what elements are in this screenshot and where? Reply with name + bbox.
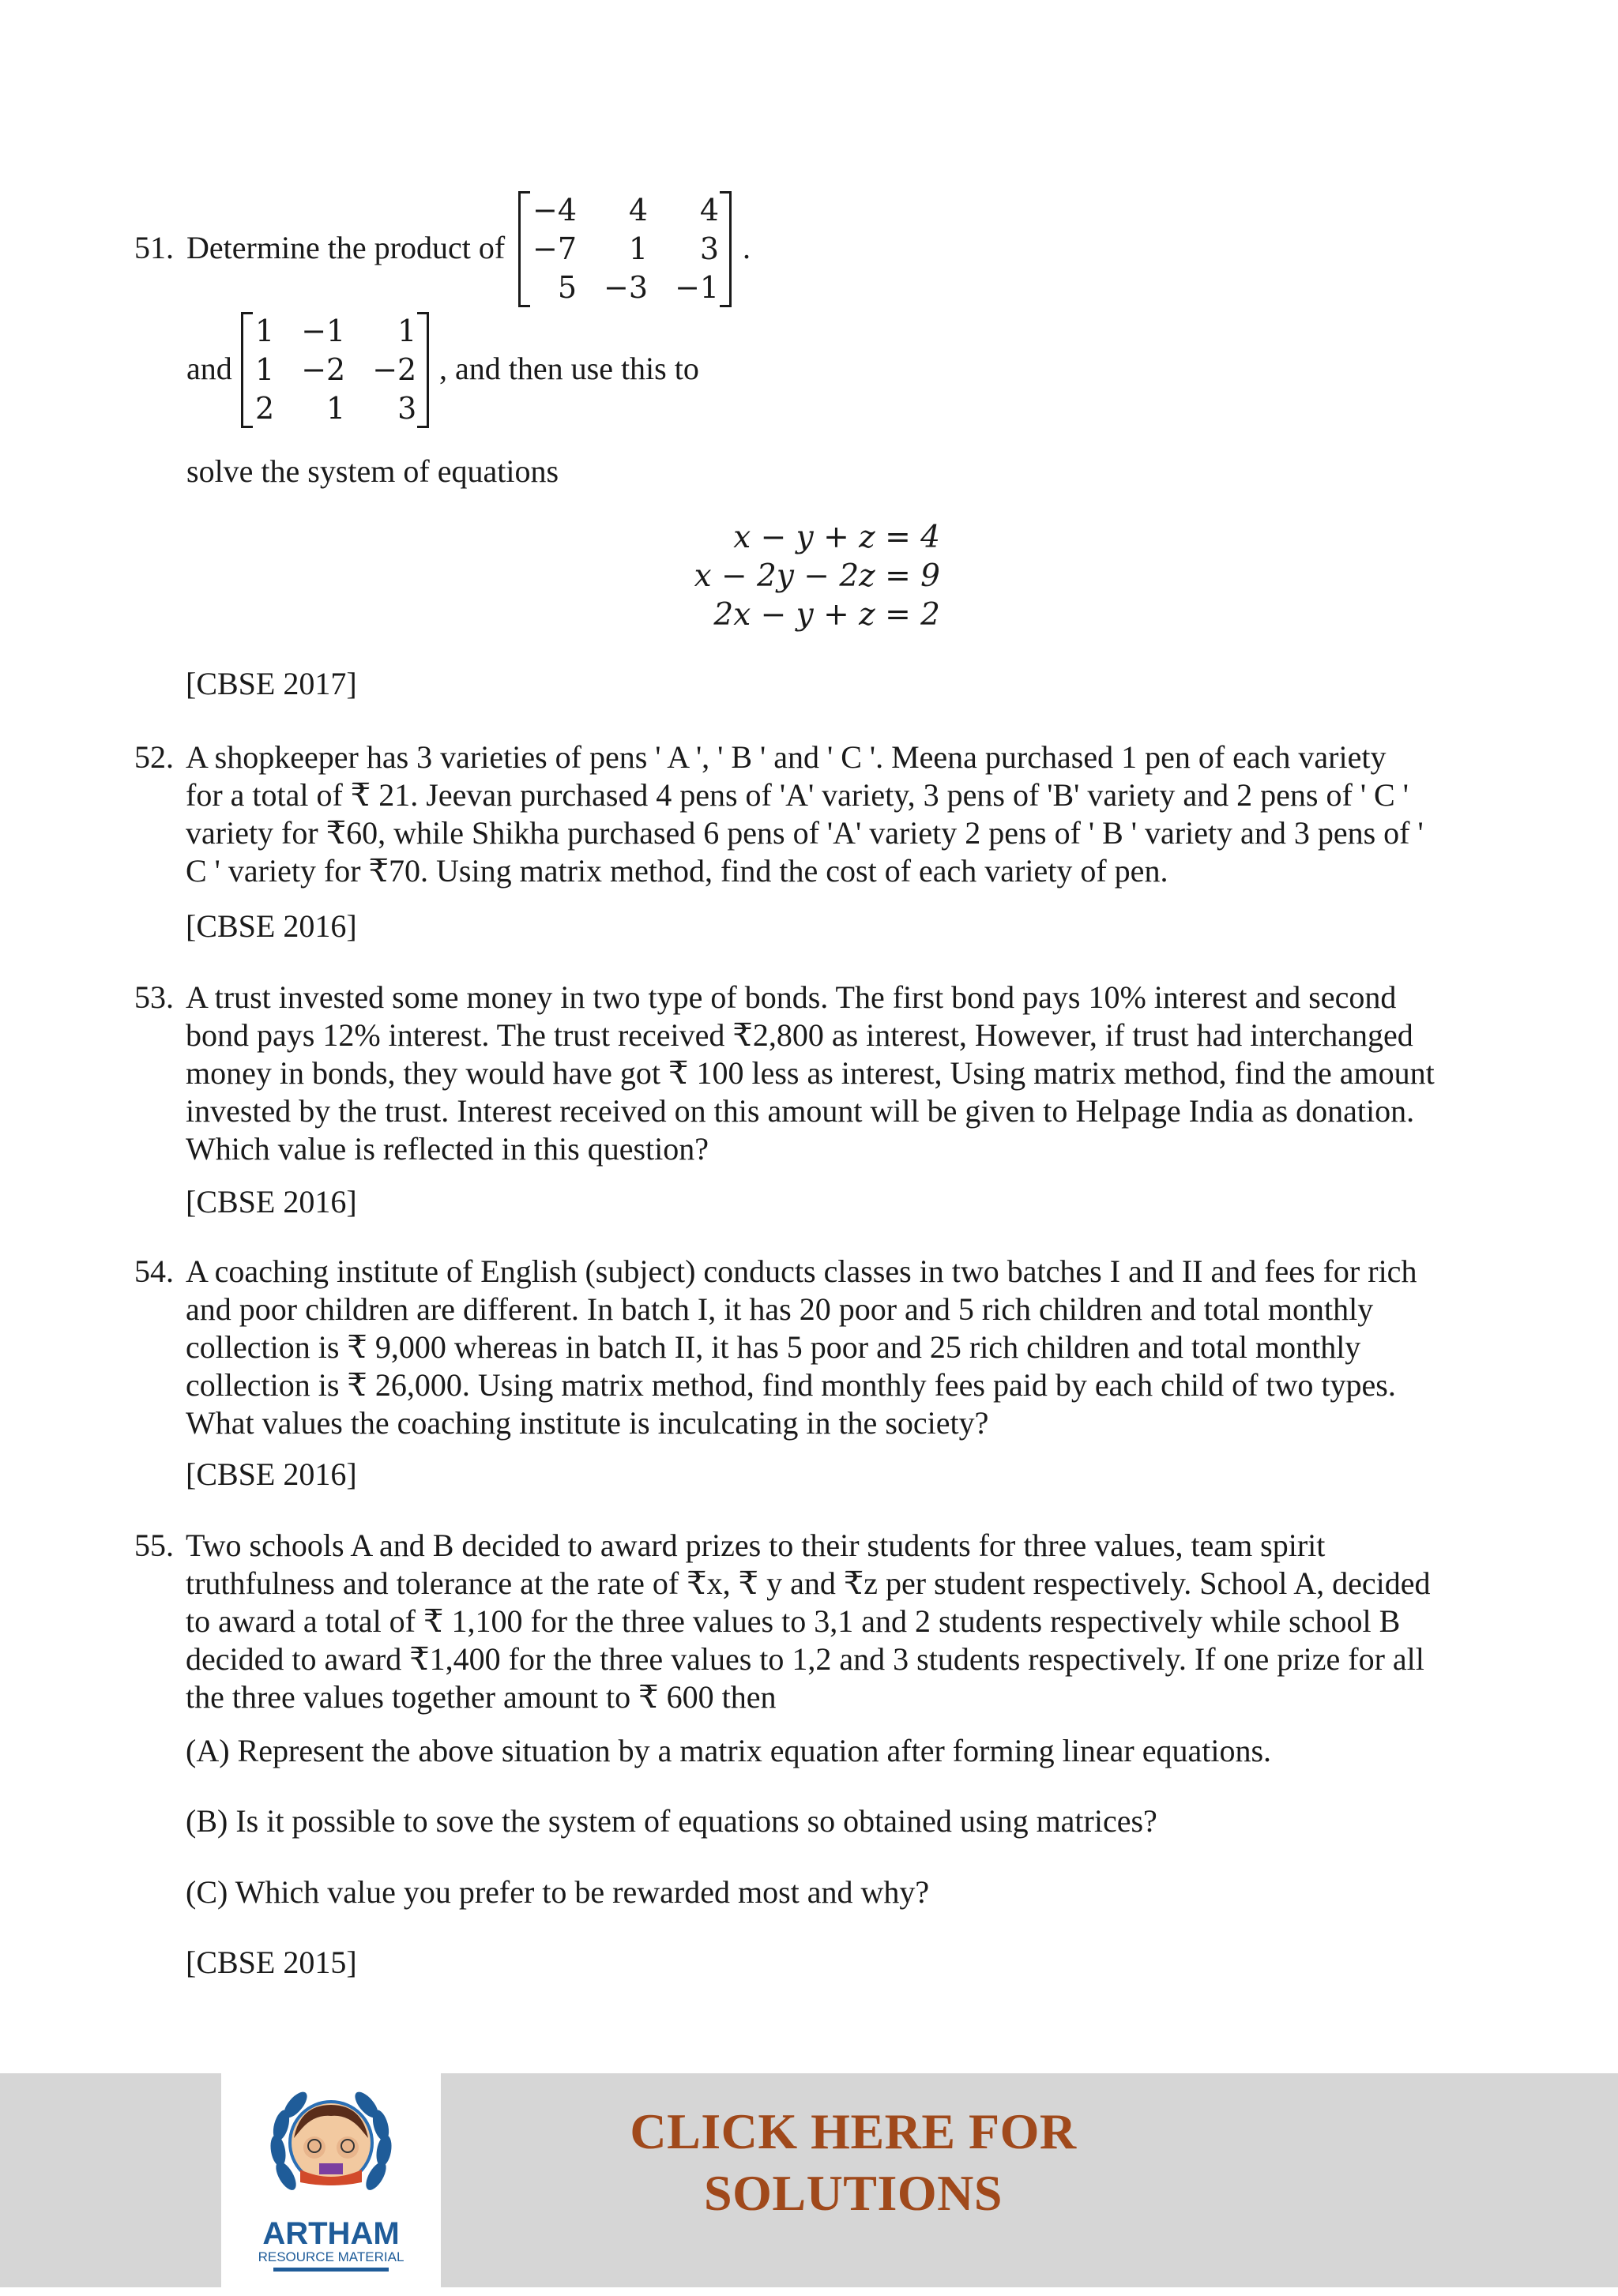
q51-matrix-a-period: . [743,230,751,265]
artham-logo[interactable] [221,2073,441,2287]
q53-line: money in bonds, they would have got ₹ 100 less as interest, Using matrix method, find the amount [186,1055,1435,1091]
q53 [134,979,1477,1168]
matrix-cell: −2 [301,352,346,387]
q54 [134,1253,1477,1442]
matrix-cell: −3 [604,270,649,305]
q54-line: collection is ₹ 26,000. Using matrix method, find monthly fees paid by each child of two types. [186,1367,1396,1403]
q51-matrix-b [241,312,429,428]
q51-matrix-a [518,191,732,307]
q51-number: 51. [134,230,174,265]
matrix-cell: 1 [255,314,275,348]
cta-line-1: CLICK HERE FOR [630,2103,1077,2159]
svg-text:RESOURCE MATERIAL: RESOURCE MATERIAL [258,2249,404,2264]
q53-source: [CBSE 2016] [186,1184,357,1219]
matrix-cell: −2 [372,352,417,387]
equation-1: x − y + z = 4 [733,520,940,555]
q51-after-b: , and then use this to [439,351,699,386]
q55-line: Two schools A and B decided to award prizes to their students for three values, team spirit [186,1528,1326,1563]
click-here-for-solutions-link[interactable] [616,2101,1090,2224]
q51-equations [694,518,940,634]
q54-number: 54. [134,1253,174,1289]
q53-line: bond pays 12% interest. The trust received ₹2,800 as interest, However, if trust had interchanged [186,1017,1413,1053]
matrix-cell: 1 [326,391,346,426]
q54-source: [CBSE 2016] [186,1456,357,1492]
q55-source: [CBSE 2015] [186,1945,357,1980]
q54-line: and poor children are different. In batch I, it has 20 poor and 5 rich children and total monthly [186,1291,1374,1327]
q55-part-c: (C) Which value you prefer to be rewarded most and why? [186,1874,930,1910]
q52-line: C ' variety for ₹70. Using matrix method, find the cost of each variety of pen. [186,853,1168,889]
q52-line: A shopkeeper has 3 varieties of pens ' A ', ' B ' and ' C '. Meena purchased 1 pen of each variety [186,739,1387,775]
matrix-cell: 1 [628,231,649,266]
q55-part-a: (A) Represent the above situation by a matrix equation after forming linear equations. [186,1733,1272,1768]
q55-line: decided to award ₹1,400 for the three values to 1,2 and 3 students respectively. If one prize for all [186,1641,1424,1677]
q53-number: 53. [134,979,174,1015]
footer-band [0,2073,1618,2287]
q51-source: [CBSE 2017] [186,666,357,701]
cta-line-2: SOLUTIONS [704,2165,1003,2221]
svg-text:ARTHAM: ARTHAM [262,2216,400,2251]
matrix-cell: −4 [532,193,578,227]
q52-number: 52. [134,739,174,775]
matrix-cell: 2 [255,391,275,426]
q54-line: What values the coaching institute is inculcating in the society? [186,1405,989,1441]
q55-line: the three values together amount to ₹ 600 then [186,1679,777,1715]
logo-emblem-icon [221,2073,441,2287]
q51-solve-text: solve the system of equations [186,453,559,489]
matrix-cell: −1 [301,314,346,348]
q55-line: to award a total of ₹ 1,100 for the three values to 3,1 and 2 students respectively while school B [186,1603,1401,1639]
matrix-cell: 1 [255,352,275,387]
matrix-cell: 3 [699,231,720,266]
q55-line: truthfulness and tolerance at the rate of ₹x, ₹ y and ₹z per student respectively. School A, decided [186,1565,1431,1601]
matrix-cell: 5 [557,270,578,305]
q53-line: invested by the trust. Interest received on this amount will be given to Helpage India as donation. [186,1093,1415,1129]
equation-2: x − 2y − 2z = 9 [694,558,940,594]
q52-source: [CBSE 2016] [186,908,357,944]
q54-line: A coaching institute of English (subject) conducts classes in two batches I and II and fees for rich [186,1253,1417,1289]
q53-line: A trust invested some money in two type of bonds. The first bond pays 10% interest and second [186,979,1397,1015]
equation-3: 2x − y + z = 2 [713,597,940,633]
q52-line: variety for ₹60, while Shikha purchased 6 pens of 'A' variety 2 pens of ' B ' variety and 3 pens of ' [186,815,1424,851]
matrix-cell: 1 [397,314,417,348]
matrix-cell: −7 [532,231,578,266]
q52 [134,738,1477,890]
q51-and-label: and [186,351,232,386]
q52-line: for a total of ₹ 21. Jeevan purchased 4 pens of 'A' variety, 3 pens of 'B' variety and 2 pens of ' C ' [186,777,1409,813]
matrix-cell: −1 [675,270,720,305]
matrix-cell: 3 [397,391,417,426]
matrix-cell: 4 [628,193,649,227]
q51-lead: Determine the product of [186,230,506,265]
q55-number: 55. [134,1528,174,1563]
matrix-cell: 4 [699,193,720,227]
q55-part-b: (B) Is it possible to sove the system of equations so obtained using matrices? [186,1803,1157,1839]
q55 [134,1527,1477,1716]
q53-line: Which value is reflected in this question? [186,1131,709,1167]
q54-line: collection is ₹ 9,000 whereas in batch II, it has 5 poor and 25 rich children and total monthly [186,1329,1361,1365]
